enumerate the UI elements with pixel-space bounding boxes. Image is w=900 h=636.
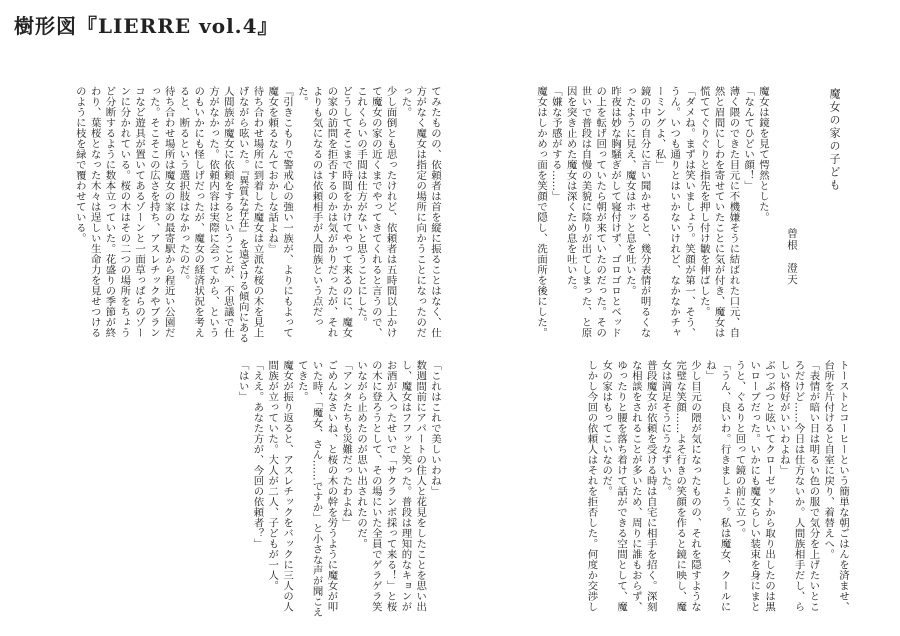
paragraph: 待ち合わせ場所に到着した魔女は立派な桜の木を見上げながら呟いた。『異質な存在』を遠ざける傾向にある人間族が魔女に依頼をするということが、不思議で仕方がなかった。依頼内容は実際に会ってから、というのもいかにも怪しげだったが、魔女の経済状況を考えると、断るという選択肢はなかったのだ。 <box>177 86 264 344</box>
paragraph: しかし今回の依頼人はそれを拒否した。何度か交渉し <box>585 360 598 612</box>
paragraph: 昨夜は妙な胸騒ぎがして寝付けず、ゴロゴロとベッドの上を転げ回っていたら朝が来ていたのだった。その世いで普段は自慢の美貌に陰りが出てしまった、と原因を突き止めた魔女は深くため息を吐いた。 <box>564 86 622 338</box>
paragraph: ぶつぶつと呟いてクローゼットから取り出したのは黒いローブだった。いかにも魔女らしい装束を身にまとうと、ぐるりと回って鏡の前に立つ。 <box>733 360 776 612</box>
paragraph: トーストとコーヒーという簡単な朝ごはんを済ませ、台所を片付けると自室に戻り、着替えへ。 <box>822 360 849 612</box>
story-title: 魔女の家の子ども <box>828 88 841 192</box>
paragraph: ごめんなさいね、と桜の木の幹を労うように魔女が叩いた時、「魔女、さん……ですか」と小さな声が聞こえてきた。 <box>295 360 338 618</box>
paragraph: 数週間前にアパートの住人と花見をしたことを思い出し、魔女はフフッと笑った。普段は理知的なキョンがお酒が入ったせいで「サクランボ採って来る！」と桜の木に登ろうとして、その場にいた全員でゲラゲラ笑いながら止めたのが思い出されたのだ。 <box>355 360 427 612</box>
paragraph: 「表情が暗い日は明るい色の服で気分を上げたいところだけど……今日は仕方ないか。人間族相手だし、らしい格好がいいわよね」 <box>777 360 820 612</box>
paragraph: 魔女はしかめっ面を笑顔で隠し、洗面所を後にした。 <box>535 86 548 338</box>
paragraph: 鏡の中の自分に言い聞かせると、幾分表情が明るくなったように見え、魔女はホッと息を吐いた。 <box>623 86 651 338</box>
paragraph: 薄く隈のできた目元に不機嫌そうに結ばれた口元、自然と眉間にしわを寄せていたことに気が付き、魔女は慌ててぐりぐりと指先を押し付け皺を伸ばした。 <box>697 86 740 338</box>
paragraph: 少し目元の隈が気になったものの、それを隠すような完璧な笑顔……よそ行きの笑顔を作ると鏡に映し、魔女は満足そうにうなずいた。 <box>659 360 702 612</box>
paragraph: 「これはこれで美しいわね」 <box>429 360 441 497</box>
paragraph: 魔女が振り返ると、アスレチックをバックに三人の人間族が立っていた。大人が二人、子どもが一人。 <box>266 360 294 612</box>
left-page-top-text <box>60 86 442 348</box>
paragraph: 「はい」 <box>236 360 249 402</box>
paragraph: 「ええ。あなた方が、今回の依頼者？」 <box>251 360 264 549</box>
paragraph: 「うん、良いわ。行きましょう。私は魔女、クールにね」 <box>703 360 731 612</box>
paragraph: どうしてそこまで時間をかけてやって来るのに、魔女の家の訪問を拒否するのかは気がかりだったが、それよりも気になるのは依頼相手が人間族という点だった。 <box>295 86 353 338</box>
right-page-bottom-text <box>500 360 850 622</box>
paragraph: 『引きこもりで警戒心の強い一族が、よりにもよって魔女を頼るなんておかしな話よね』 <box>266 86 294 338</box>
paragraph: 「ダメね。まずは笑いましょう。笑顔が第一、そう、うん。いつも通りとはいかないけれど、なかなかチャーミングよ、私」 <box>653 86 696 338</box>
paragraph: 少し面倒とも思ったけれど、依頼者は五時間以上かけて魔女の家の近くまでやってきてくれると言うので、これくらいの手間は仕方がないと思うことにした。 <box>355 86 397 338</box>
right-page-top-text <box>500 86 770 346</box>
paragraph: 「なんてひどい顔！」 <box>742 86 755 191</box>
document-title: 樹形図『LIERRE vol.4』 <box>14 14 279 38</box>
paragraph: 「アンタたちも災難だったわよね」 <box>340 360 353 528</box>
paragraph: 普段魔女が依頼を受ける時は自宅に相手を招く。深刻な相談をされることが多いため、周りに誰もおらず、ゆったりと腰を落ち着けて話ができる空間として、魔女の家はもってこいなのだ。 <box>600 360 657 612</box>
left-page-bottom-text <box>60 360 442 622</box>
author-name: 曾根 澄天 <box>786 228 798 286</box>
paragraph: てみたものの、依頼者は首を縦に振ることはなく、仕方がなく魔女は指定の場所に向かうことになったのだった。 <box>399 86 441 338</box>
paragraph: 待ち合わせ場所は魔女の家の最寄駅から程近い公園だった。そこそこの広さを持ち、アスレチックやブランコなど遊具が置いてあるゾーンと一面草っぱらのゾーンに分かれている。桜の木はその二つの場所をちょうど分断するように数本立っていた。花盛りの季節が終わり、葉桜となった木々は逞しい生命力を見せつけるのように枝を緑で覆わせている。 <box>73 86 175 338</box>
paragraph: 「嫌な予感がする……」 <box>549 86 562 202</box>
paragraph: 魔女は鏡を見て愕然とした。 <box>757 86 769 223</box>
